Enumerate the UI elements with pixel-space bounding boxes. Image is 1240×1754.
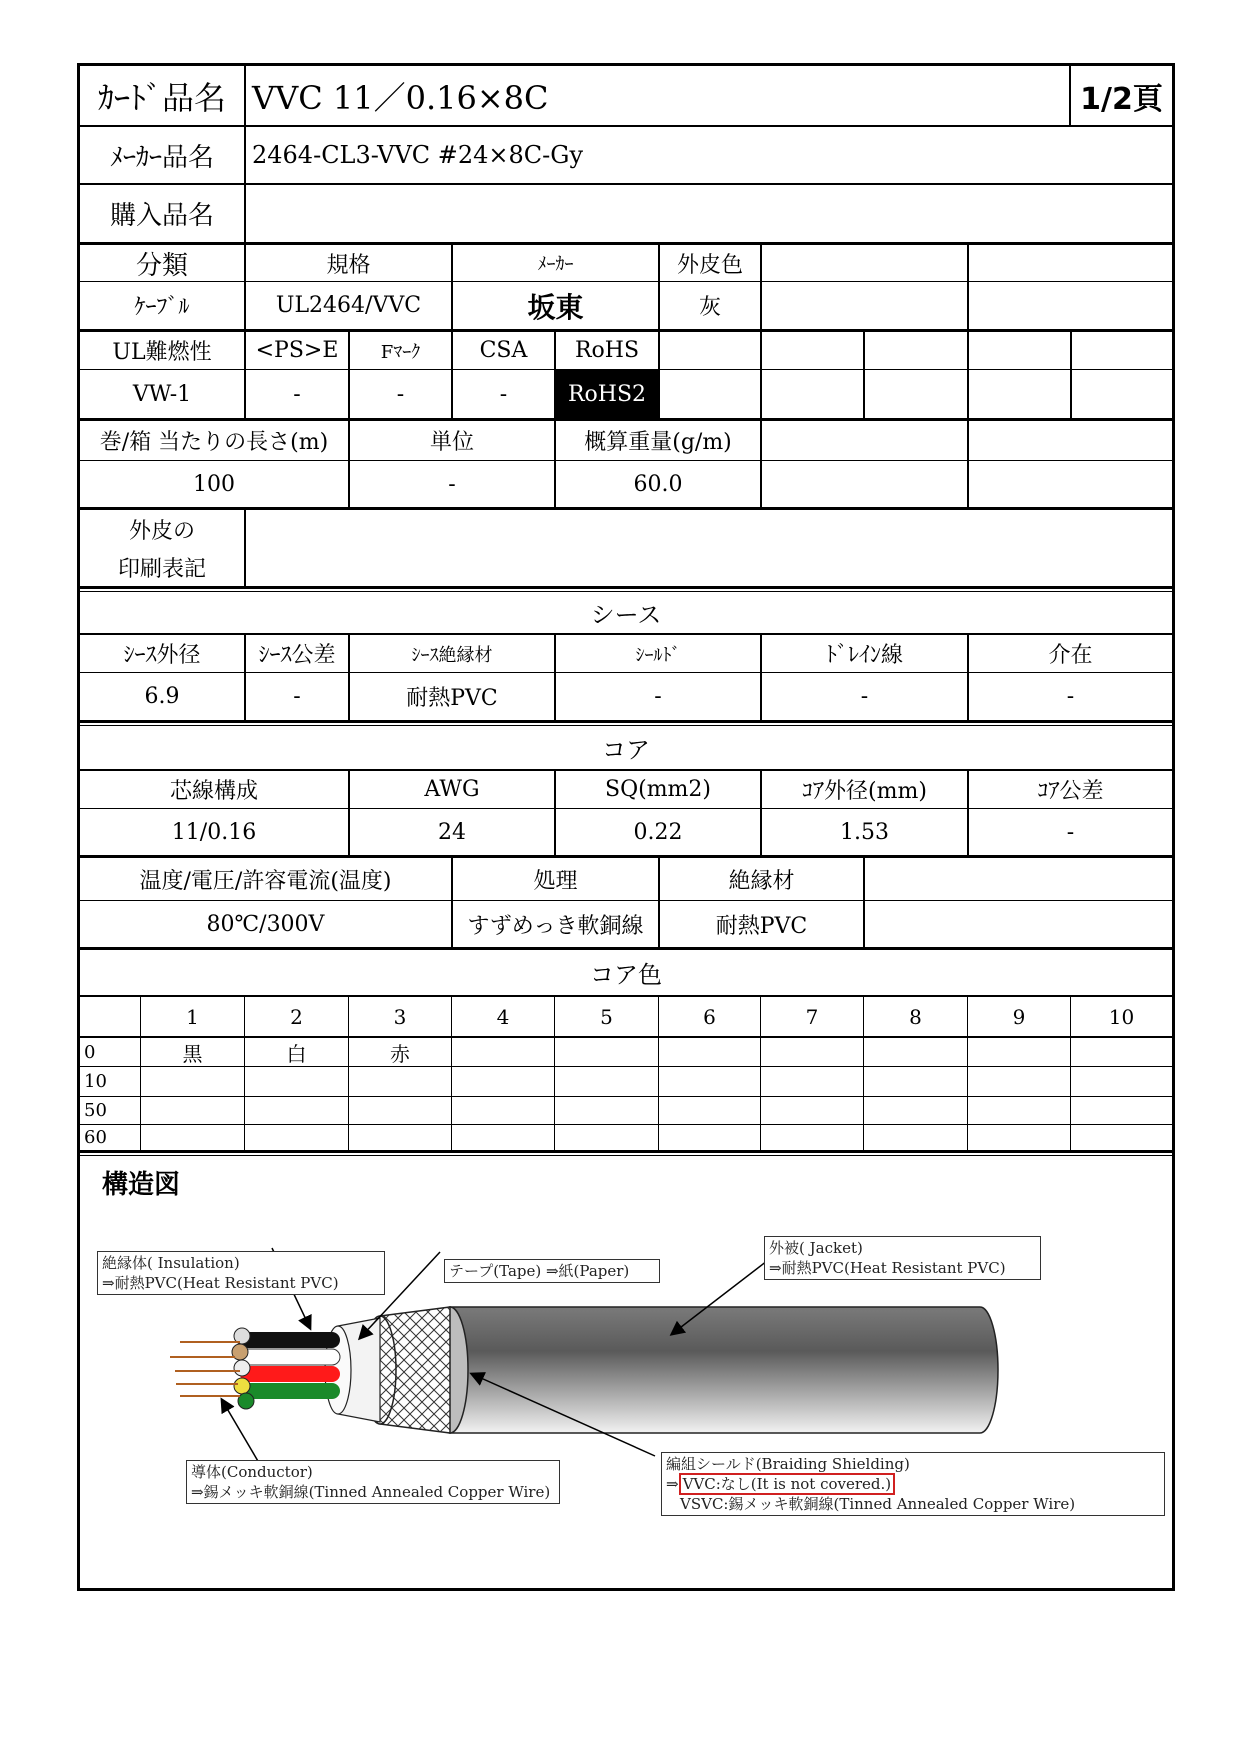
core-color-cell [555, 1038, 658, 1066]
core-od-value: 1.53 [840, 819, 889, 845]
maker-header: ﾒｰｶｰ [537, 254, 574, 275]
core-color-cell [1071, 1067, 1172, 1096]
core-tol-value: - [1066, 819, 1075, 845]
core-tol-header: ｺｱ公差 [1037, 779, 1104, 804]
core-color-col-header: 10 [1108, 1004, 1135, 1029]
sheath-tol-header: ｼｰｽ公差 [258, 643, 336, 668]
drain-header: ﾄﾞﾚｲﾝ線 [825, 643, 903, 668]
sheath-od-header: ｼｰｽ外径 [123, 643, 201, 668]
classification-value: ｹｰﾌﾞﾙ [134, 295, 190, 320]
rohs-header: RoHS [574, 338, 640, 363]
standard-value: UL2464/VVC [275, 293, 422, 318]
core-color-col-header: 9 [1012, 1004, 1026, 1029]
rohs-value: RoHS2 [556, 370, 658, 418]
sq-value: 0.22 [633, 819, 683, 845]
core-color-cell [141, 1097, 244, 1124]
core-color-cell [864, 1125, 967, 1149]
core-od-header: ｺｱ外径(mm) [802, 779, 927, 804]
braid-label-line1: 編組シールド(Braiding Shielding) [666, 1455, 910, 1473]
core-color-cell [452, 1038, 554, 1066]
core-color-row-label: 50 [84, 1100, 107, 1121]
filler-value: - [1066, 684, 1075, 709]
sheath-title: シース [590, 601, 662, 629]
maker-value: 坂東 [527, 290, 584, 324]
core-color-col-header: 7 [805, 1004, 819, 1029]
insulation-value: 耐熱PVC [715, 913, 808, 939]
print-label-line2: 印刷表記 [117, 556, 206, 582]
sheath-material-header: ｼｰｽ絶縁材 [411, 644, 493, 666]
core-color-cell [1071, 1097, 1172, 1124]
core-green [240, 1383, 340, 1399]
weight-header: 概算重量(g/m) [584, 430, 732, 455]
core-color-cell [349, 1097, 451, 1124]
core-color-row-label: 0 [84, 1041, 96, 1063]
core-color-cell [555, 1067, 658, 1096]
insulation-label-line2: ⇒耐熱PVC(Heat Resistant PVC) [102, 1274, 339, 1292]
cable-diagram [80, 1156, 1172, 1588]
csa-header: CSA [479, 338, 528, 363]
core-color-col-header: 2 [290, 1004, 303, 1029]
maker-name-value: 2464-CL3-VVC #24×8C-Gy [252, 141, 584, 169]
conductor-label [186, 1460, 560, 1504]
core-color-col-header: 6 [703, 1004, 716, 1029]
tape-label [444, 1259, 660, 1283]
core-color-col-header: 5 [600, 1004, 613, 1029]
core-color-col-header: 8 [909, 1004, 922, 1029]
core-color-cell [452, 1125, 554, 1149]
awg-value: 24 [438, 819, 466, 845]
core-color-cell [864, 1067, 967, 1096]
length-value: 100 [193, 471, 235, 497]
print-value [246, 510, 1152, 586]
core-color-cell [659, 1067, 760, 1096]
print-label-line1: 外皮の [128, 518, 195, 544]
shield-header: ｼｰﾙﾄﾞ [635, 644, 681, 666]
core-red [240, 1366, 340, 1382]
conductor-label-line2: ⇒錫メッキ軟銅線(Tinned Annealed Copper Wire) [191, 1483, 551, 1501]
core-color-cell: 白 [286, 1041, 307, 1066]
core-color-cell [761, 1067, 863, 1096]
awg-header: AWG [424, 777, 480, 802]
treatment-value: すずめっき軟銅線 [467, 913, 644, 939]
rating-header: 温度/電圧/許容電流(温度) [139, 868, 392, 894]
jacket-label-line2: ⇒耐熱PVC(Heat Resistant PVC) [769, 1259, 1006, 1277]
jacket-color-value: 灰 [698, 295, 721, 320]
ul-flame-header: UL難燃性 [112, 340, 212, 365]
core-title: コア [602, 736, 650, 764]
core-color-cell [245, 1097, 348, 1124]
maker-name-label: ﾒｰｶｰ品名 [109, 142, 214, 173]
braid-label-arrow: ⇒ [666, 1475, 679, 1493]
insulation-label-line1: 絶縁体( Insulation) [102, 1254, 240, 1272]
core-color-cell [968, 1067, 1070, 1096]
core-color-cell: 赤 [390, 1041, 410, 1066]
core-color-cell [245, 1067, 348, 1096]
shield-value: - [654, 684, 662, 709]
core-color-cell [761, 1038, 863, 1066]
insulation-header: 絶縁材 [728, 868, 795, 894]
classification-header: 分類 [135, 250, 188, 281]
braid-label-line3: VSVC:錫メッキ軟銅線(Tinned Annealed Copper Wire) [680, 1495, 1076, 1513]
core-color-cell [1071, 1125, 1172, 1149]
drain-value: - [860, 684, 869, 709]
sq-header: SQ(mm2) [605, 777, 711, 802]
jacket [450, 1307, 998, 1433]
core-color-cell [761, 1125, 863, 1149]
length-header: 巻/箱 当たりの長さ(m) [99, 430, 329, 455]
purchase-name-value [246, 185, 1152, 242]
insulation-label [97, 1251, 385, 1295]
tape-label-text: テープ(Tape) ⇒紙(Paper) [449, 1262, 630, 1280]
f-mark-header: Fﾏｰｸ [380, 341, 421, 363]
pse-header: <PS>E [255, 338, 339, 363]
rating-value: 80℃/300V [206, 911, 325, 937]
core-color-cell [659, 1097, 760, 1124]
unit-value: - [448, 471, 456, 497]
core-color-cell [452, 1067, 554, 1096]
card-name-value: VVC 11／0.16×8C [252, 78, 549, 117]
core-color-cell [141, 1067, 244, 1096]
core-color-col-header: 3 [393, 1004, 407, 1029]
weight-value: 60.0 [633, 471, 683, 497]
core-color-row-label: 60 [84, 1126, 107, 1148]
core-color-cell [968, 1097, 1070, 1124]
core-color-cell [349, 1067, 451, 1096]
filler-header: 介在 [1048, 643, 1093, 668]
conductor-construction-header: 芯線構成 [169, 779, 258, 804]
card-name-label: ｶｰﾄﾞ品名 [97, 78, 226, 117]
core-color-col-header: 1 [186, 1004, 199, 1029]
purchase-name-label: 購入品名 [109, 201, 214, 231]
jacket-label-line1: 外被( Jacket) [769, 1239, 863, 1257]
structure-title: 構造図 [102, 1169, 181, 1200]
core-color-cell [349, 1125, 451, 1149]
core-color-cell [761, 1097, 863, 1124]
core-color-cell [555, 1097, 658, 1124]
core-color-cell [659, 1038, 760, 1066]
core-color-row-label: 10 [84, 1071, 107, 1092]
page-number: 1/2頁 [1080, 81, 1163, 117]
core-white [240, 1349, 340, 1365]
conductor-label-line1: 導体(Conductor) [191, 1463, 313, 1481]
core-color-cell [968, 1038, 1070, 1066]
core-color-cell [452, 1097, 554, 1124]
core-color-cell [1071, 1038, 1172, 1066]
core-color-cell [864, 1097, 967, 1124]
core-color-col-header: 4 [496, 1004, 510, 1029]
core-color-cell [555, 1125, 658, 1149]
core-color-cell [245, 1125, 348, 1149]
treatment-header: 処理 [533, 868, 578, 894]
standard-header: 規格 [326, 252, 371, 278]
pse-value: - [293, 381, 301, 407]
braid-vvc-note: VVC:なし(It is not covered.) [679, 1473, 896, 1495]
conductor-construction-value: 11/0.16 [171, 819, 257, 845]
unit-header: 単位 [429, 430, 474, 455]
f-mark-value: - [396, 381, 405, 407]
core-color-cell [141, 1125, 244, 1149]
ul-flame-value: VW-1 [132, 381, 192, 407]
jacket-label [764, 1236, 1041, 1280]
core-color-cell: 黒 [182, 1041, 203, 1066]
core-color-title: コア色 [590, 961, 662, 989]
core-color-cell [864, 1038, 967, 1066]
sheath-od-value: 6.9 [144, 684, 180, 709]
core-color-cell [968, 1125, 1070, 1149]
csa-value: - [499, 381, 508, 407]
braid-label [661, 1452, 1165, 1516]
core-black [240, 1332, 340, 1348]
sheath-tol-value: - [293, 684, 301, 709]
spec-sheet [77, 63, 1175, 1591]
sheath-material-value: 耐熱PVC [406, 686, 498, 711]
core-color-cell [659, 1125, 760, 1149]
jacket-color-header: 外皮色 [676, 252, 743, 278]
